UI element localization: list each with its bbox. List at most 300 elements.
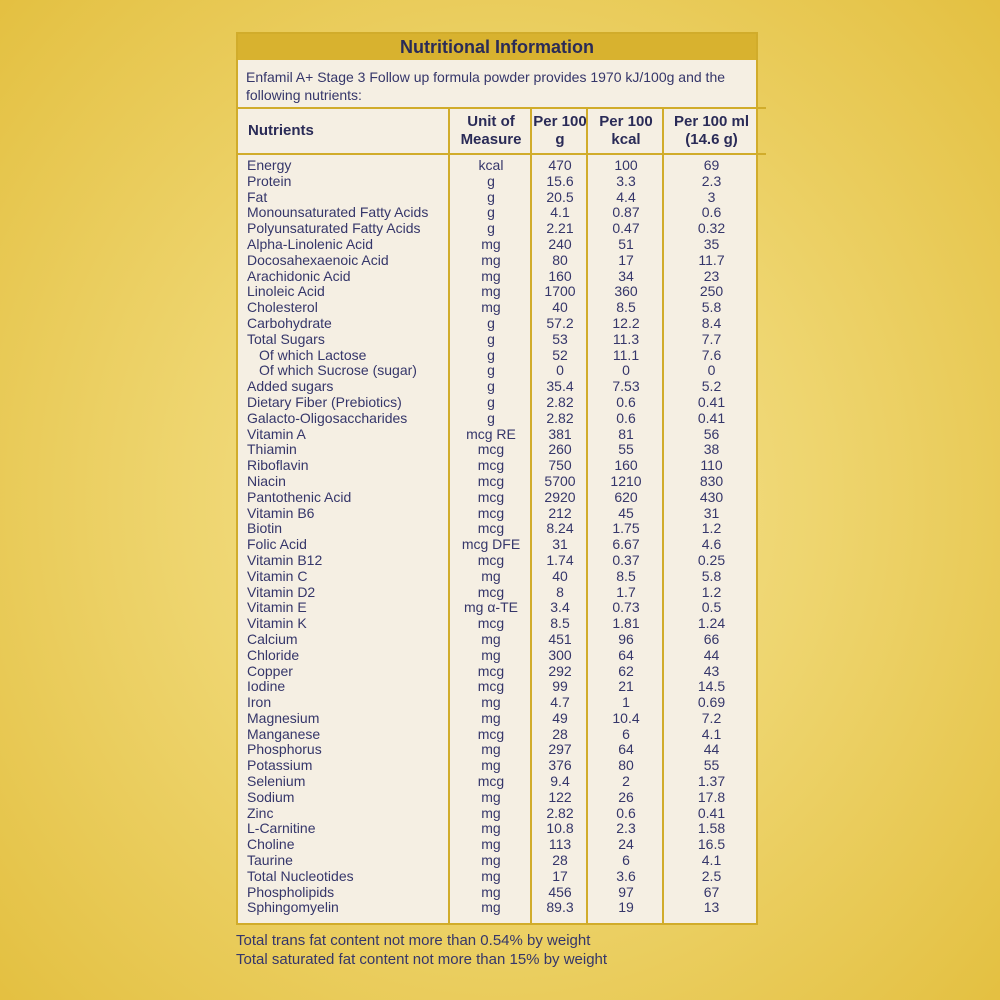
unit-cell: mcg RE bbox=[466, 425, 516, 442]
per-100kcal-cell: 1 bbox=[622, 694, 630, 711]
per-100kcal-cell: 1.75 bbox=[612, 520, 640, 537]
header-unit-of-measure: Unit of Measure bbox=[460, 113, 522, 148]
nutrient-name: Pantothenic Acid bbox=[247, 488, 352, 505]
per-100g-cell: 376 bbox=[548, 757, 572, 774]
unit-cell: mg bbox=[481, 646, 501, 663]
unit-cell: g bbox=[487, 220, 495, 237]
per-100ml-cell: 430 bbox=[699, 488, 724, 505]
table-row bbox=[238, 284, 756, 300]
per-100kcal-cell: 0.87 bbox=[612, 204, 640, 221]
table-row bbox=[238, 221, 756, 237]
per-100g-cell: 5700 bbox=[544, 472, 576, 489]
nutrient-name: Folic Acid bbox=[247, 536, 307, 553]
nutrient-name: Added sugars bbox=[247, 378, 334, 395]
table-row bbox=[238, 363, 756, 379]
per-100kcal-cell: 8.5 bbox=[616, 567, 636, 584]
per-100ml-cell: 0.69 bbox=[697, 694, 726, 711]
table-row bbox=[238, 316, 756, 332]
per-100kcal-cell: 6.67 bbox=[612, 536, 640, 553]
per-100kcal-cell: 1.81 bbox=[612, 615, 640, 632]
title-bar bbox=[238, 34, 756, 60]
unit-cell: g bbox=[487, 362, 495, 379]
table-row bbox=[238, 158, 756, 174]
table-row bbox=[238, 679, 756, 695]
unit-cell: mg bbox=[481, 235, 501, 252]
per-100kcal-cell: 0.6 bbox=[616, 804, 636, 821]
nutrient-name: Of which Sucrose (sugar) bbox=[259, 362, 417, 379]
per-100kcal-cell: 0.6 bbox=[616, 393, 636, 410]
table-row bbox=[238, 869, 756, 885]
per-100kcal-cell: 10.4 bbox=[612, 709, 640, 726]
unit-cell: mg bbox=[481, 251, 501, 268]
per-100g-cell: 2.21 bbox=[546, 220, 574, 237]
table-row bbox=[238, 442, 756, 458]
nutrient-name: Riboflavin bbox=[247, 457, 309, 474]
per-100ml-cell: 55 bbox=[703, 757, 720, 774]
nutrient-name: Of which Lactose bbox=[259, 346, 367, 363]
table-row bbox=[238, 553, 756, 569]
per-100kcal-cell: 51 bbox=[618, 235, 634, 252]
per-100kcal-cell: 1210 bbox=[610, 472, 642, 489]
per-100kcal-cell: 62 bbox=[618, 662, 634, 679]
per-100g-cell: 3.4 bbox=[550, 599, 570, 616]
per-100kcal-cell: 6 bbox=[622, 852, 630, 869]
per-100g-cell: 9.4 bbox=[550, 773, 570, 790]
nutrient-name: Vitamin A bbox=[247, 425, 306, 442]
per-100ml-cell: 56 bbox=[703, 425, 720, 442]
per-100kcal-cell: 1.7 bbox=[616, 583, 636, 600]
unit-cell: g bbox=[487, 314, 495, 331]
nutrient-name: Sodium bbox=[247, 788, 295, 805]
nutrient-name: Chloride bbox=[247, 646, 300, 663]
per-100ml-cell: 23 bbox=[703, 267, 720, 284]
per-100ml-cell: 8.4 bbox=[701, 314, 722, 331]
nutrient-name: Vitamin D2 bbox=[247, 583, 316, 600]
per-100kcal-cell: 0.37 bbox=[612, 551, 640, 568]
unit-cell: mg bbox=[481, 867, 501, 884]
unit-cell: g bbox=[487, 409, 495, 426]
unit-cell: mcg bbox=[477, 551, 505, 568]
per-100ml-cell: 38 bbox=[703, 441, 720, 458]
per-100ml-cell: 1.37 bbox=[697, 773, 726, 790]
nutrient-name: Iron bbox=[247, 694, 272, 711]
unit-cell: mg bbox=[481, 804, 501, 821]
per-100ml-cell: 110 bbox=[700, 457, 723, 474]
nutrition-panel bbox=[236, 32, 758, 925]
nutrient-name: Choline bbox=[247, 836, 295, 853]
per-100kcal-cell: 96 bbox=[618, 630, 634, 647]
per-100g-cell: 2.82 bbox=[546, 804, 574, 821]
table-row bbox=[238, 205, 756, 221]
per-100g-cell: 35.4 bbox=[546, 378, 574, 395]
per-100g-cell: 2.82 bbox=[546, 409, 574, 426]
per-100g-cell: 8.24 bbox=[546, 520, 574, 537]
per-100ml-cell: 11.7 bbox=[698, 251, 725, 268]
table-row bbox=[238, 348, 756, 364]
per-100g-cell: 1700 bbox=[544, 283, 576, 300]
nutrient-name: Total Nucleotides bbox=[247, 867, 354, 884]
nutrient-name: Copper bbox=[247, 662, 293, 679]
nutrient-table-body bbox=[238, 158, 756, 916]
per-100ml-cell: 66 bbox=[703, 630, 720, 647]
unit-cell: mcg bbox=[477, 488, 505, 505]
unit-cell: mg bbox=[481, 283, 501, 300]
per-100ml-cell: 2.5 bbox=[701, 867, 722, 884]
per-100ml-cell: 2.3 bbox=[701, 172, 722, 189]
per-100g-cell: 49 bbox=[552, 709, 568, 726]
per-100g-cell: 470 bbox=[548, 157, 572, 173]
per-100g-cell: 15.6 bbox=[546, 172, 574, 189]
per-100g-cell: 300 bbox=[548, 646, 572, 663]
per-100kcal-cell: 81 bbox=[618, 425, 634, 442]
unit-cell: mcg bbox=[477, 441, 505, 458]
header-per-100g: Per 100 g bbox=[533, 113, 587, 148]
per-100ml-cell: 16.5 bbox=[697, 836, 726, 853]
table-row bbox=[238, 379, 756, 395]
per-100g-cell: 456 bbox=[548, 883, 572, 900]
table-row bbox=[238, 758, 756, 774]
table-row bbox=[238, 790, 756, 806]
per-100ml-cell: 4.1 bbox=[701, 852, 722, 869]
nutrient-name: Dietary Fiber (Prebiotics) bbox=[247, 393, 402, 410]
header-per-100kcal: Per 100 kcal bbox=[599, 113, 653, 148]
unit-cell: mcg bbox=[477, 678, 505, 695]
nutrient-name: Energy bbox=[247, 157, 292, 173]
per-100g-cell: 89.3 bbox=[546, 899, 574, 916]
per-100ml-cell: 13 bbox=[703, 899, 720, 916]
table-row bbox=[238, 664, 756, 680]
nutrient-name: Alpha-Linolenic Acid bbox=[247, 235, 374, 252]
unit-cell: mg bbox=[481, 630, 501, 647]
nutrient-name: Potassium bbox=[247, 757, 313, 774]
per-100g-cell: 0 bbox=[556, 362, 564, 379]
table-row bbox=[238, 474, 756, 490]
per-100g-cell: 99 bbox=[552, 678, 568, 695]
per-100ml-cell: 7.7 bbox=[701, 330, 722, 347]
per-100g-cell: 292 bbox=[548, 662, 572, 679]
nutrient-name: Galacto-Oligosaccharides bbox=[247, 409, 408, 426]
per-100ml-cell: 69 bbox=[703, 157, 720, 173]
per-100kcal-cell: 97 bbox=[618, 883, 634, 900]
per-100g-cell: 8 bbox=[556, 583, 564, 600]
per-100g-cell: 750 bbox=[548, 457, 572, 474]
per-100g-cell: 2920 bbox=[544, 488, 576, 505]
per-100ml-cell: 0.6 bbox=[701, 204, 722, 221]
table-row bbox=[238, 616, 756, 632]
unit-cell: mg bbox=[481, 741, 501, 758]
table-row bbox=[238, 853, 756, 869]
per-100g-cell: 17 bbox=[552, 867, 568, 884]
table-row bbox=[238, 521, 756, 537]
table-row bbox=[238, 253, 756, 269]
unit-cell: mcg bbox=[477, 520, 505, 537]
per-100kcal-cell: 55 bbox=[618, 441, 634, 458]
unit-cell: mcg bbox=[477, 773, 505, 790]
per-100kcal-cell: 0.47 bbox=[612, 220, 640, 237]
per-100g-cell: 10.8 bbox=[546, 820, 574, 837]
per-100ml-cell: 67 bbox=[703, 883, 720, 900]
per-100g-cell: 160 bbox=[548, 267, 572, 284]
header-divider-top bbox=[238, 107, 766, 109]
per-100ml-cell: 5.2 bbox=[701, 378, 722, 395]
nutrient-name: Zinc bbox=[247, 804, 274, 821]
per-100kcal-cell: 7.53 bbox=[612, 378, 640, 395]
unit-cell: mcg bbox=[477, 583, 505, 600]
unit-cell: kcal bbox=[478, 157, 504, 173]
table-row bbox=[238, 190, 756, 206]
per-100g-cell: 52 bbox=[552, 346, 568, 363]
table-row bbox=[238, 774, 756, 790]
per-100g-cell: 122 bbox=[548, 788, 572, 805]
unit-cell: mcg bbox=[477, 457, 505, 474]
per-100g-cell: 20.5 bbox=[546, 188, 574, 205]
table-row bbox=[238, 490, 756, 506]
unit-cell: mg bbox=[481, 299, 501, 316]
unit-cell: mcg bbox=[477, 725, 505, 742]
per-100ml-cell: 3 bbox=[707, 188, 716, 205]
table-row bbox=[238, 648, 756, 664]
per-100ml-cell: 1.24 bbox=[697, 615, 726, 632]
per-100kcal-cell: 3.6 bbox=[616, 867, 636, 884]
nutrient-name: Phospholipids bbox=[247, 883, 335, 900]
table-row bbox=[238, 711, 756, 727]
per-100ml-cell: 4.1 bbox=[701, 725, 722, 742]
nutrient-name: Total Sugars bbox=[247, 330, 325, 347]
per-100kcal-cell: 45 bbox=[618, 504, 634, 521]
per-100ml-cell: 0.32 bbox=[697, 220, 726, 237]
per-100g-cell: 40 bbox=[552, 567, 568, 584]
per-100ml-cell: 250 bbox=[699, 283, 724, 300]
per-100g-cell: 381 bbox=[548, 425, 572, 442]
nutrient-name: Polyunsaturated Fatty Acids bbox=[247, 220, 421, 237]
per-100g-cell: 260 bbox=[548, 441, 572, 458]
per-100kcal-cell: 160 bbox=[614, 457, 638, 474]
panel-title: Nutritional Information bbox=[400, 36, 594, 57]
nutrient-name: Vitamin K bbox=[247, 615, 307, 632]
nutrient-name: Fat bbox=[247, 188, 268, 205]
per-100ml-cell: 1.58 bbox=[697, 820, 726, 837]
per-100kcal-cell: 4.4 bbox=[616, 188, 636, 205]
unit-cell: mg α-TE bbox=[464, 599, 518, 616]
unit-cell: mg bbox=[481, 694, 501, 711]
per-100kcal-cell: 12.2 bbox=[612, 314, 640, 331]
unit-cell: mcg bbox=[477, 472, 505, 489]
unit-cell: g bbox=[487, 378, 495, 395]
nutrient-name: Manganese bbox=[247, 725, 321, 742]
per-100ml-cell: 7.6 bbox=[701, 346, 722, 363]
nutrient-name: Vitamin B12 bbox=[247, 551, 323, 568]
table-row bbox=[238, 332, 756, 348]
table-row bbox=[238, 537, 756, 553]
header-nutrients: Nutrients bbox=[248, 122, 314, 139]
nutrient-name: Selenium bbox=[247, 773, 306, 790]
nutrient-name: Linoleic Acid bbox=[247, 283, 325, 300]
table-row bbox=[238, 174, 756, 190]
per-100kcal-cell: 0.6 bbox=[616, 409, 636, 426]
unit-cell: mg bbox=[481, 788, 501, 805]
per-100ml-cell: 44 bbox=[703, 646, 720, 663]
per-100kcal-cell: 2 bbox=[622, 773, 630, 790]
header-per-100ml: Per 100 ml (14.6 g) bbox=[673, 113, 750, 148]
per-100kcal-cell: 6 bbox=[622, 725, 630, 742]
per-100kcal-cell: 26 bbox=[618, 788, 634, 805]
table-row bbox=[238, 806, 756, 822]
unit-cell: g bbox=[487, 346, 495, 363]
table-row bbox=[238, 269, 756, 285]
per-100ml-cell: 0.41 bbox=[697, 409, 726, 426]
unit-cell: g bbox=[487, 393, 495, 410]
per-100ml-cell: 44 bbox=[703, 741, 720, 758]
unit-cell: mg bbox=[481, 899, 501, 916]
per-100g-cell: 31 bbox=[552, 536, 568, 553]
per-100ml-cell: 5.8 bbox=[701, 299, 722, 316]
nutrient-name: Docosahexaenoic Acid bbox=[247, 251, 389, 268]
per-100kcal-cell: 64 bbox=[618, 646, 634, 663]
table-row bbox=[238, 569, 756, 585]
per-100g-cell: 240 bbox=[548, 235, 572, 252]
nutrient-name: Thiamin bbox=[247, 441, 297, 458]
table-row bbox=[238, 900, 756, 916]
unit-cell: mcg bbox=[477, 662, 505, 679]
per-100ml-cell: 0.41 bbox=[697, 804, 726, 821]
per-100ml-cell: 0.5 bbox=[701, 599, 722, 616]
table-row bbox=[238, 411, 756, 427]
table-row bbox=[238, 427, 756, 443]
nutrient-name: Vitamin E bbox=[247, 599, 307, 616]
per-100g-cell: 53 bbox=[552, 330, 568, 347]
per-100ml-cell: 17.8 bbox=[697, 788, 726, 805]
per-100ml-cell: 4.6 bbox=[701, 536, 722, 553]
table-row bbox=[238, 237, 756, 253]
unit-cell: mcg bbox=[477, 504, 505, 521]
per-100kcal-cell: 11.1 bbox=[612, 346, 640, 363]
per-100kcal-cell: 80 bbox=[618, 757, 634, 774]
per-100g-cell: 40 bbox=[552, 299, 568, 316]
table-row bbox=[238, 837, 756, 853]
per-100g-cell: 28 bbox=[552, 725, 568, 742]
per-100ml-cell: 0.41 bbox=[697, 393, 726, 410]
footnotes bbox=[236, 931, 756, 969]
per-100ml-cell: 1.2 bbox=[701, 583, 722, 600]
per-100g-cell: 451 bbox=[548, 630, 572, 647]
table-row bbox=[238, 742, 756, 758]
per-100g-cell: 113 bbox=[548, 836, 572, 853]
table-row bbox=[238, 458, 756, 474]
per-100g-cell: 57.2 bbox=[546, 314, 574, 331]
per-100g-cell: 297 bbox=[548, 741, 572, 758]
per-100ml-cell: 7.2 bbox=[701, 709, 722, 726]
per-100kcal-cell: 3.3 bbox=[616, 172, 636, 189]
table-row bbox=[238, 585, 756, 601]
nutrient-name: Cholesterol bbox=[247, 299, 318, 316]
per-100ml-cell: 14.5 bbox=[697, 678, 726, 695]
table-row bbox=[238, 300, 756, 316]
per-100kcal-cell: 100 bbox=[614, 157, 638, 173]
per-100g-cell: 1.74 bbox=[546, 551, 574, 568]
nutrient-name: Iodine bbox=[247, 678, 286, 695]
per-100ml-cell: 1.2 bbox=[701, 520, 722, 537]
per-100kcal-cell: 64 bbox=[618, 741, 634, 758]
per-100kcal-cell: 34 bbox=[618, 267, 634, 284]
nutrient-name: Biotin bbox=[247, 520, 283, 537]
per-100kcal-cell: 0.73 bbox=[612, 599, 640, 616]
per-100kcal-cell: 360 bbox=[614, 283, 638, 300]
intro-text: Enfamil A+ Stage 3 Follow up formula powder provides 1970 kJ/100g and the following nutrients: bbox=[246, 69, 726, 103]
per-100ml-cell: 43 bbox=[703, 662, 720, 679]
nutrient-name: Protein bbox=[247, 172, 292, 189]
header-divider-bottom bbox=[238, 153, 766, 155]
unit-cell: mg bbox=[481, 836, 501, 853]
table-row bbox=[238, 885, 756, 901]
per-100g-cell: 80 bbox=[552, 251, 568, 268]
per-100kcal-cell: 19 bbox=[618, 899, 634, 916]
per-100ml-cell: 0.25 bbox=[697, 551, 726, 568]
table-row bbox=[238, 632, 756, 648]
per-100ml-cell: 5.8 bbox=[701, 567, 722, 584]
per-100g-cell: 28 bbox=[552, 852, 568, 869]
unit-cell: g bbox=[487, 188, 495, 205]
per-100ml-cell: 35 bbox=[703, 235, 720, 252]
unit-cell: mcg DFE bbox=[461, 536, 521, 553]
footnote-trans-fat: Total trans fat content not more than 0.54% by weight bbox=[236, 932, 591, 949]
nutrient-name: Arachidonic Acid bbox=[247, 267, 351, 284]
per-100g-cell: 4.1 bbox=[550, 204, 570, 221]
per-100ml-cell: 830 bbox=[699, 472, 724, 489]
per-100g-cell: 212 bbox=[548, 504, 572, 521]
nutrient-name: Vitamin B6 bbox=[247, 504, 315, 521]
nutrient-name: Monounsaturated Fatty Acids bbox=[247, 204, 429, 221]
per-100g-cell: 2.82 bbox=[546, 393, 574, 410]
table-row bbox=[238, 600, 756, 616]
table-row bbox=[238, 727, 756, 743]
nutrient-name: Calcium bbox=[247, 630, 298, 647]
unit-cell: mg bbox=[481, 883, 501, 900]
nutrient-name: Magnesium bbox=[247, 709, 320, 726]
unit-cell: mg bbox=[481, 852, 501, 869]
unit-cell: g bbox=[487, 330, 495, 347]
unit-cell: mg bbox=[481, 709, 501, 726]
per-100ml-cell: 0 bbox=[707, 362, 716, 379]
unit-cell: g bbox=[487, 172, 495, 189]
per-100kcal-cell: 0 bbox=[622, 362, 630, 379]
per-100kcal-cell: 21 bbox=[618, 678, 634, 695]
per-100ml-cell: 31 bbox=[703, 504, 720, 521]
table-row bbox=[238, 821, 756, 837]
nutrient-name: Phosphorus bbox=[247, 741, 322, 758]
unit-cell: mg bbox=[481, 567, 501, 584]
per-100kcal-cell: 11.3 bbox=[612, 330, 640, 347]
per-100kcal-cell: 620 bbox=[614, 488, 638, 505]
per-100kcal-cell: 2.3 bbox=[616, 820, 636, 837]
unit-cell: mg bbox=[481, 820, 501, 837]
table-row bbox=[238, 395, 756, 411]
nutrient-name: Niacin bbox=[247, 472, 286, 489]
table-row bbox=[238, 695, 756, 711]
nutrient-name: Taurine bbox=[247, 852, 293, 869]
per-100g-cell: 8.5 bbox=[550, 615, 570, 632]
nutrient-name: Sphingomyelin bbox=[247, 899, 339, 916]
per-100kcal-cell: 17 bbox=[618, 251, 634, 268]
unit-cell: mcg bbox=[477, 615, 505, 632]
unit-cell: g bbox=[487, 204, 495, 221]
per-100kcal-cell: 24 bbox=[618, 836, 634, 853]
table-row bbox=[238, 506, 756, 522]
unit-cell: mg bbox=[481, 757, 501, 774]
nutrient-name: L-Carnitine bbox=[247, 820, 316, 837]
unit-cell: mg bbox=[481, 267, 501, 284]
per-100g-cell: 4.7 bbox=[550, 694, 570, 711]
footnote-saturated-fat: Total saturated fat content not more than 15% by weight bbox=[236, 951, 608, 968]
